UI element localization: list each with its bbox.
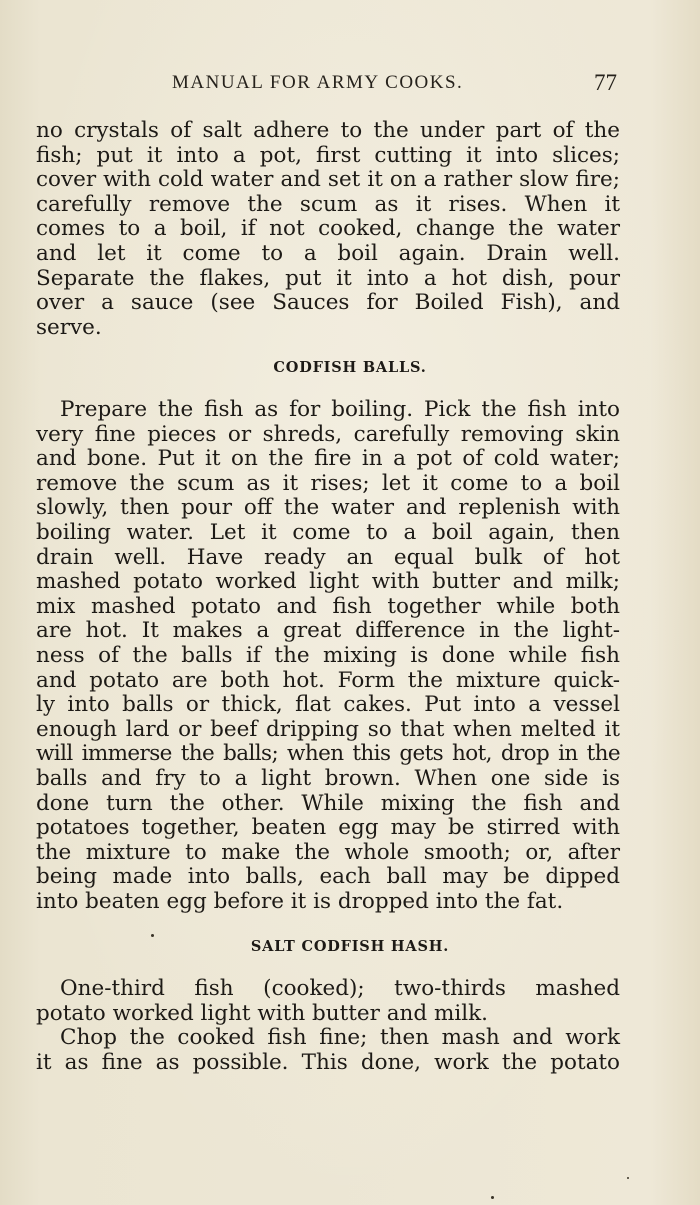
section-heading-salt-codfish-hash: SALT CODFISH HASH.	[250, 938, 450, 955]
text-line: will immerse the balls; when this gets hot, drop in the	[36, 741, 620, 767]
text-line: balls and fry to a light brown. When one side is	[36, 765, 620, 791]
page-number: 77	[594, 70, 617, 95]
text-line: fish; put it into a pot, first cutting it into slices;	[36, 142, 620, 168]
text-line: are hot. It makes a great difference in the light-	[36, 618, 620, 644]
text-line: done turn the other. While mixing the fish and	[36, 790, 620, 816]
text-line: cover with cold water and set it on a rather slow fire;	[36, 167, 620, 193]
text-line: serve.	[36, 314, 102, 340]
continuation-paragraph	[36, 119, 620, 340]
text-line: comes to a boil, if not cooked, change the water	[36, 216, 620, 242]
text-line: Separate the flakes, put it into a hot dish, pour	[36, 265, 620, 291]
text-line: Chop the cooked fish fine; then mash and work	[60, 1025, 620, 1050]
text-line: enough lard or beef dripping so that when melted it	[36, 716, 620, 742]
text-line: mashed potato worked light with butter and milk;	[36, 569, 620, 595]
text-line: and let it come to a boil again. Drain well.	[36, 240, 620, 266]
running-head: MANUAL FOR ARMY COOKS.	[172, 72, 464, 93]
text-line: slowly, then pour off the water and replenish with	[36, 495, 620, 521]
text-line: and potato are both hot. Form the mixture quick-	[36, 667, 620, 693]
text-line: it as fine as possible. This done, work the potato	[36, 1049, 620, 1075]
text-line: mix mashed potato and fish together while both	[36, 593, 620, 619]
codfish-balls-paragraph	[36, 398, 620, 914]
text-line: potatoes together, beaten egg may be stirred with	[36, 815, 620, 841]
text-line: being made into balls, each ball may be dipped	[36, 864, 620, 890]
paper-speck	[151, 934, 154, 937]
text-line: One-third fish (cooked); two-thirds mashed	[60, 976, 620, 1001]
text-line: over a sauce (see Sauces for Boiled Fish), and	[36, 290, 620, 316]
text-line: remove the scum as it rises; let it come to a boil	[36, 470, 620, 496]
text-line: drain well. Have ready an equal bulk of hot	[36, 544, 620, 570]
text-line: and bone. Put it on the fire in a pot of cold water;	[36, 446, 620, 472]
text-line: ness of the balls if the mixing is done while fish	[36, 642, 620, 668]
section-heading-codfish-balls: CODFISH BALLS.	[273, 359, 427, 376]
text-line: no crystals of salt adhere to the under part of the	[36, 118, 620, 143]
paper-speck	[491, 1196, 494, 1199]
text-line: the mixture to make the whole smooth; or, after	[36, 839, 620, 865]
text-line: ly into balls or thick, flat cakes. Put into a vessel	[36, 692, 620, 718]
text-line: Prepare the fish as for boiling. Pick the fish into	[60, 397, 620, 422]
salt-codfish-hash-paragraph-1	[36, 977, 620, 1026]
text-line: into beaten egg before it is dropped into the fat.	[36, 888, 564, 914]
salt-codfish-hash-paragraph-2	[36, 1026, 620, 1075]
text-line: very fine pieces or shreds, carefully removing skin	[36, 421, 620, 447]
text-line: boiling water. Let it come to a boil again, then	[36, 519, 620, 545]
paper-speck	[627, 1177, 629, 1179]
text-line: carefully remove the scum as it rises. When it	[36, 191, 620, 217]
text-line: potato worked light with butter and milk.	[36, 1000, 488, 1026]
